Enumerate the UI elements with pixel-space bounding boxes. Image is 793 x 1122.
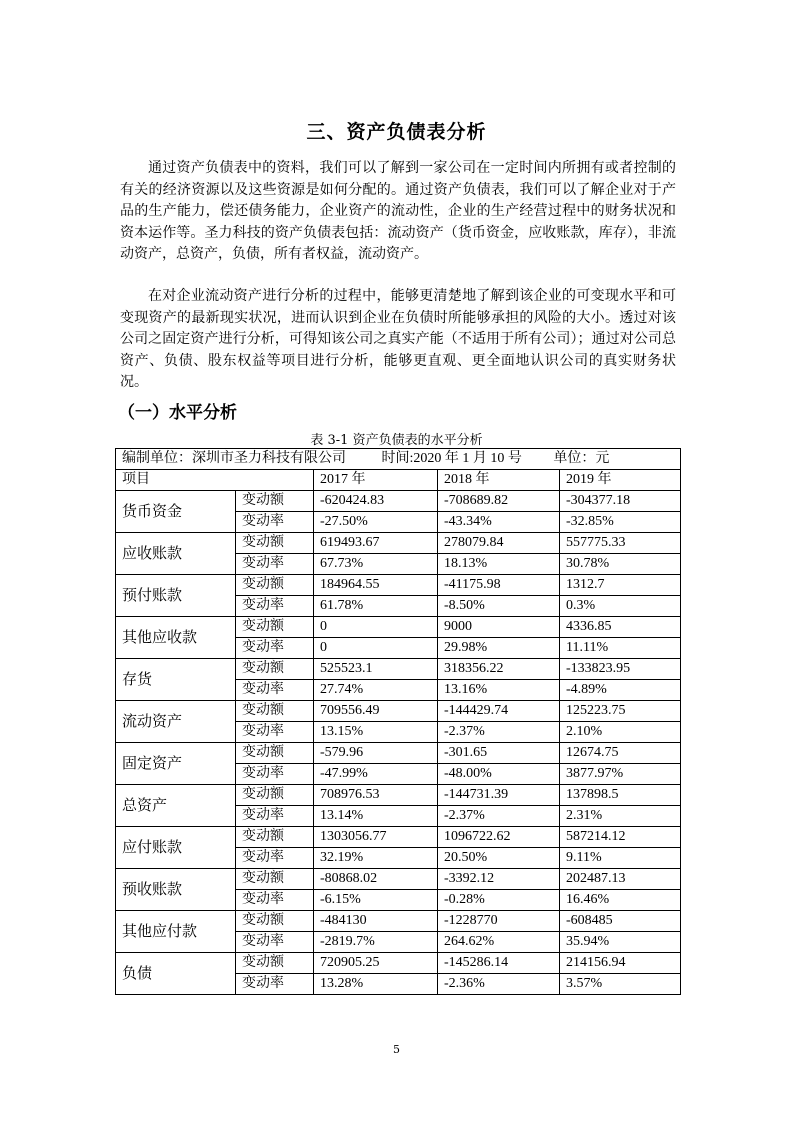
section-title: （一）水平分析 (118, 403, 237, 423)
table-row (116, 701, 681, 722)
table-row (116, 827, 681, 848)
amount-value-cell: -133823.95 (560, 659, 681, 680)
amount-value-cell: 278079.84 (438, 533, 560, 554)
unit-cell (116, 449, 681, 470)
amount-value-cell: 1303056.77 (314, 827, 438, 848)
amount-label-cell: 变动额 (236, 659, 314, 680)
amount-label-cell: 变动额 (236, 785, 314, 806)
rate-value-cell: 2.10% (560, 722, 681, 743)
item-cell: 应付账款 (116, 827, 236, 869)
paragraph-2 (120, 286, 676, 394)
rate-value-cell: -8.50% (438, 596, 560, 617)
rate-value-cell: 0.3% (560, 596, 681, 617)
amount-value-cell: 214156.94 (560, 953, 681, 974)
item-cell: 其他应付款 (116, 911, 236, 953)
amount-value-cell: 619493.67 (314, 533, 438, 554)
horizontal-analysis-table (115, 448, 681, 995)
header-cell: 项目 (116, 470, 314, 491)
rate-value-cell: 13.28% (314, 974, 438, 995)
rate-value-cell: 0 (314, 638, 438, 659)
item-cell: 总资产 (116, 785, 236, 827)
table-row (116, 575, 681, 596)
amount-label-cell: 变动额 (236, 827, 314, 848)
amount-value-cell: 12674.75 (560, 743, 681, 764)
date-label: 时间:2020 年 1 月 10 号 (381, 451, 522, 466)
item-cell: 其他应收款 (116, 617, 236, 659)
rate-value-cell: 61.78% (314, 596, 438, 617)
amount-value-cell: -484130 (314, 911, 438, 932)
rate-value-cell: 3.57% (560, 974, 681, 995)
amount-value-cell: 202487.13 (560, 869, 681, 890)
amount-label-cell: 变动额 (236, 743, 314, 764)
rate-value-cell: 11.11% (560, 638, 681, 659)
amount-value-cell: 709556.49 (314, 701, 438, 722)
page-title: 三、资产负债表分析 (306, 121, 487, 143)
rate-value-cell: 2.31% (560, 806, 681, 827)
rate-value-cell: 3877.97% (560, 764, 681, 785)
rate-value-cell: 67.73% (314, 554, 438, 575)
amount-value-cell: -144731.39 (438, 785, 560, 806)
rate-value-cell: 32.19% (314, 848, 438, 869)
table-row (116, 743, 681, 764)
table-body (116, 449, 681, 995)
amount-value-cell: 1312.7 (560, 575, 681, 596)
header-cell: 2017 年 (314, 470, 438, 491)
item-cell: 存货 (116, 659, 236, 701)
rate-label-cell: 变动率 (236, 512, 314, 533)
amount-value-cell: 125223.75 (560, 701, 681, 722)
rate-label-cell: 变动率 (236, 848, 314, 869)
amount-value-cell: -608485 (560, 911, 681, 932)
paragraph-2-text: 在对企业流动资产进行分析的过程中，能够更清楚地了解到该企业的可变现水平和可变现资产的最新现实状况，进而认识到企业在负债时所能够承担的风险的大小。透过对该公司之固定资产进行分析，可得知该公司之真实产能（不适用于所有公司）；通过对公司总资产、负债、股东权益等项目进行分析，能够更直观、更全面地认识公司的真实财务状况。 (120, 288, 676, 390)
amount-label-cell: 变动额 (236, 491, 314, 512)
rate-value-cell: 20.50% (438, 848, 560, 869)
rate-value-cell: 18.13% (438, 554, 560, 575)
amount-value-cell: -80868.02 (314, 869, 438, 890)
amount-value-cell: 0 (314, 617, 438, 638)
table-row (116, 953, 681, 974)
rate-value-cell: 13.16% (438, 680, 560, 701)
rate-label-cell: 变动率 (236, 932, 314, 953)
rate-label-cell: 变动率 (236, 890, 314, 911)
amount-value-cell: -41175.98 (438, 575, 560, 596)
rate-label-cell: 变动率 (236, 596, 314, 617)
amount-value-cell: 9000 (438, 617, 560, 638)
rate-value-cell: 264.62% (438, 932, 560, 953)
rate-value-cell: 13.14% (314, 806, 438, 827)
amount-label-cell: 变动额 (236, 533, 314, 554)
table-row (116, 785, 681, 806)
item-cell: 应收账款 (116, 533, 236, 575)
rate-value-cell: 13.15% (314, 722, 438, 743)
rate-value-cell: 27.74% (314, 680, 438, 701)
company-label: 编制单位：深圳市圣力科技有限公司 (122, 451, 346, 466)
rate-label-cell: 变动率 (236, 680, 314, 701)
rate-value-cell: -48.00% (438, 764, 560, 785)
rate-value-cell: -47.99% (314, 764, 438, 785)
amount-value-cell: 4336.85 (560, 617, 681, 638)
rate-value-cell: -2819.7% (314, 932, 438, 953)
table-row (116, 911, 681, 932)
amount-value-cell: -1228770 (438, 911, 560, 932)
amount-label-cell: 变动额 (236, 575, 314, 596)
header-cell: 2019 年 (560, 470, 681, 491)
rate-label-cell: 变动率 (236, 806, 314, 827)
rate-value-cell: -2.36% (438, 974, 560, 995)
rate-value-cell: 30.78% (560, 554, 681, 575)
rate-label-cell: 变动率 (236, 974, 314, 995)
rate-value-cell: -2.37% (438, 806, 560, 827)
item-cell: 固定资产 (116, 743, 236, 785)
amount-value-cell: -708689.82 (438, 491, 560, 512)
rate-value-cell: -6.15% (314, 890, 438, 911)
page-number: 5 (393, 1043, 400, 1056)
amount-value-cell: 184964.55 (314, 575, 438, 596)
rate-value-cell: 29.98% (438, 638, 560, 659)
amount-value-cell: -145286.14 (438, 953, 560, 974)
rate-value-cell: -43.34% (438, 512, 560, 533)
table-row (116, 617, 681, 638)
rate-value-cell: -2.37% (438, 722, 560, 743)
item-cell: 货币资金 (116, 491, 236, 533)
rate-value-cell: -4.89% (560, 680, 681, 701)
rate-label-cell: 变动率 (236, 554, 314, 575)
item-cell: 流动资产 (116, 701, 236, 743)
item-cell: 负债 (116, 953, 236, 995)
rate-value-cell: -32.85% (560, 512, 681, 533)
table-row (116, 533, 681, 554)
amount-label-cell: 变动额 (236, 953, 314, 974)
rate-value-cell: 35.94% (560, 932, 681, 953)
amount-value-cell: 720905.25 (314, 953, 438, 974)
paragraph-1 (120, 158, 676, 266)
header-row (116, 470, 681, 491)
amount-label-cell: 变动额 (236, 617, 314, 638)
amount-label-cell: 变动额 (236, 911, 314, 932)
item-cell: 预付账款 (116, 575, 236, 617)
rate-label-cell: 变动率 (236, 722, 314, 743)
amount-value-cell: 318356.22 (438, 659, 560, 680)
unit-row (116, 449, 681, 470)
rate-value-cell: -0.28% (438, 890, 560, 911)
rate-label-cell: 变动率 (236, 764, 314, 785)
amount-value-cell: 587214.12 (560, 827, 681, 848)
table-caption: 表 3-1 资产负债表的水平分析 (310, 433, 483, 448)
amount-value-cell: -3392.12 (438, 869, 560, 890)
amount-value-cell: 137898.5 (560, 785, 681, 806)
rate-label-cell: 变动率 (236, 638, 314, 659)
amount-value-cell: -579.96 (314, 743, 438, 764)
item-cell: 预收账款 (116, 869, 236, 911)
paragraph-1-text: 通过资产负债表中的资料，我们可以了解到一家公司在一定时间内所拥有或者控制的有关的经济资源以及这些资源是如何分配的。通过资产负债表，我们可以了解企业对于产品的生产能力，偿还债务能力，企业资产的流动性，企业的生产经营过程中的财务状况和资本运作等。圣力科技的资产负债表包括：流动资产（货币资金，应收账款，库存），非流动资产，总资产，负债，所有者权益，流动资产。 (120, 160, 676, 262)
rate-value-cell: 16.46% (560, 890, 681, 911)
amount-label-cell: 变动额 (236, 701, 314, 722)
rate-value-cell: 9.11% (560, 848, 681, 869)
rate-value-cell: -27.50% (314, 512, 438, 533)
table-row (116, 491, 681, 512)
amount-value-cell: 525523.1 (314, 659, 438, 680)
unit-label: 单位：元 (553, 451, 610, 466)
amount-value-cell: -620424.83 (314, 491, 438, 512)
amount-value-cell: -301.65 (438, 743, 560, 764)
amount-value-cell: 557775.33 (560, 533, 681, 554)
table-row (116, 659, 681, 680)
table-row (116, 869, 681, 890)
amount-label-cell: 变动额 (236, 869, 314, 890)
amount-value-cell: 708976.53 (314, 785, 438, 806)
amount-value-cell: -304377.18 (560, 491, 681, 512)
amount-value-cell: -144429.74 (438, 701, 560, 722)
header-cell: 2018 年 (438, 470, 560, 491)
amount-value-cell: 1096722.62 (438, 827, 560, 848)
